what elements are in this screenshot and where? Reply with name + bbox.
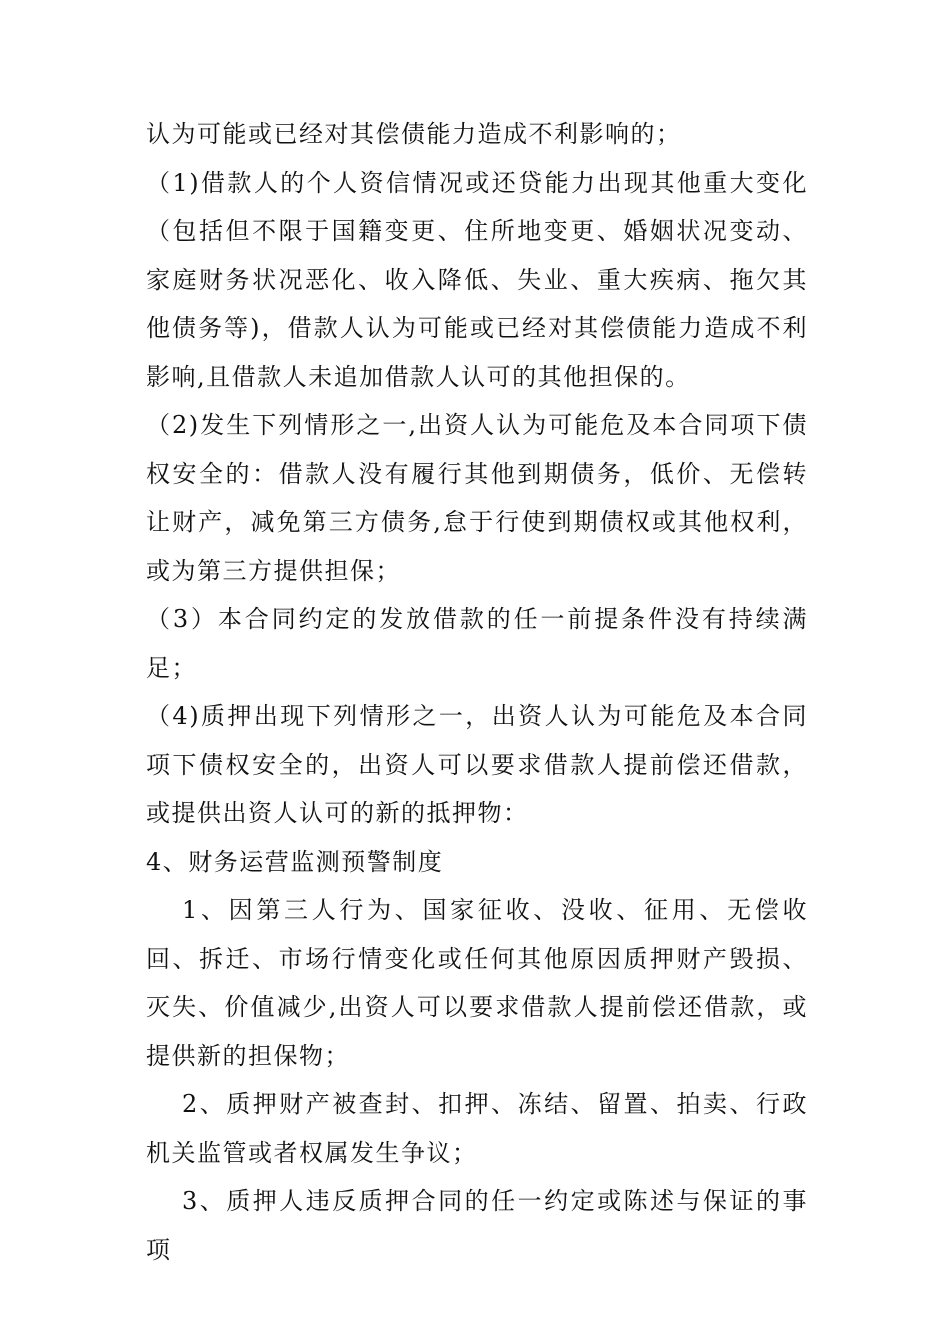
- paragraph-numbered-2: 2、质押财产被查封、扣押、冻结、留置、拍卖、行政机关监管或者权属发生争议；: [146, 1090, 808, 1167]
- section-heading: 4、财务运营监测预警制度: [146, 847, 444, 876]
- paragraph-continuation: 认为可能或已经对其偿债能力造成不利影响的；: [146, 120, 682, 148]
- paragraph-numbered-1: 1、因第三人行为、国家征收、没收、征用、无偿收回、拆迁、市场行情变化或任何其他原因质押财产毁损、灭失、价值减少,出资人可以要求借款人提前偿还借款，或提供新的担保物；: [146, 896, 808, 1070]
- document-body: [146, 110, 808, 1274]
- paragraph-item-2: （2)发生下列情形之一,出资人认为可能危及本合同项下债权安全的：借款人没有履行其他到期债务，低价、无偿转让财产，减免第三方债务,怠于行使到期债权或其他权利，或为第三方提供担保；: [146, 411, 808, 585]
- paragraph-numbered-3: 3、质押人违反质押合同的任一约定或陈述与保证的事项: [146, 1187, 808, 1264]
- paragraph-item-4: （4)质押出现下列情形之一，出资人认为可能危及本合同项下债权安全的，出资人可以要求借款人提前偿还借款，或提供出资人认可的新的抵押物：: [146, 702, 808, 827]
- paragraph-item-3: （3）本合同约定的发放借款的任一前提条件没有持续满足；: [146, 605, 808, 682]
- paragraph-item-1: （1)借款人的个人资信情况或还贷能力出现其他重大变化（包括但不限于国籍变更、住所地变更、婚姻状况变动、家庭财务状况恶化、收入降低、失业、重大疾病、拖欠其他债务等)，借款人认为可能或已经对其偿债能力造成不利影响,且借款人未追加借款人认可的其他担保的。: [146, 168, 808, 391]
